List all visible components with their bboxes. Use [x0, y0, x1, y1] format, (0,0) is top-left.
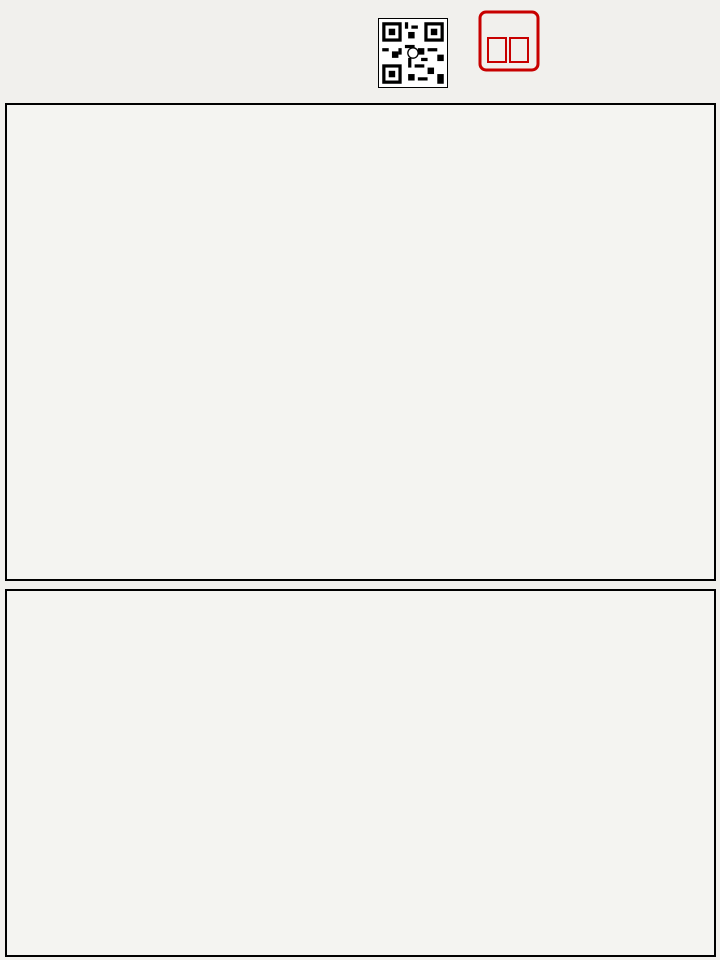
qr-code-icon: [378, 18, 448, 88]
logo: [476, 8, 716, 74]
annual-grid: [5, 589, 716, 957]
seal-icon: [476, 8, 542, 74]
pillars-panel: [5, 103, 716, 581]
